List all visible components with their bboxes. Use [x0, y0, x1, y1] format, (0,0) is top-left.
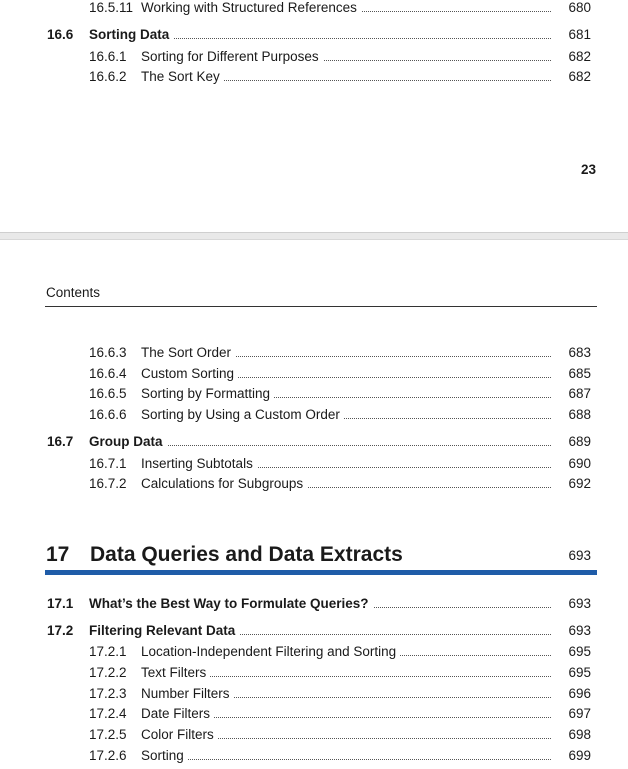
entry-page: 689	[568, 434, 591, 449]
entry-page: 690	[568, 456, 591, 471]
entry-page: 683	[568, 345, 591, 360]
toc-entry[interactable]	[0, 405, 628, 425]
section-title: Filtering Relevant Data	[89, 621, 239, 641]
entry-number: 17.2.2	[89, 665, 127, 680]
entry-title: Custom Sorting	[141, 364, 238, 384]
entry-title: The Sort Key	[141, 67, 224, 87]
entry-page: 693	[568, 596, 591, 611]
chapter-rule	[45, 570, 597, 575]
entry-title: Date Filters	[141, 704, 214, 724]
entry-number: 16.6.2	[89, 69, 127, 84]
entry-number: 16.6.5	[89, 386, 127, 401]
toc-entry[interactable]	[0, 474, 628, 494]
entry-title: Sorting for Different Purposes	[141, 47, 323, 67]
running-header: Contents	[46, 285, 101, 300]
entry-page: 681	[568, 27, 591, 42]
section-number: 16.6	[47, 27, 74, 42]
entry-number: 16.6.4	[89, 366, 127, 381]
entry-page: 680	[568, 0, 591, 15]
entry-page: 697	[568, 706, 591, 721]
entry-number: 17.2.3	[89, 686, 127, 701]
entry-number: 17.2.1	[89, 644, 127, 659]
entry-title: Sorting by Formatting	[141, 384, 274, 404]
entry-page: 687	[568, 386, 591, 401]
page-top	[0, 0, 628, 232]
entry-title: Working with Structured References	[141, 0, 361, 18]
header-rule	[45, 306, 597, 307]
toc-entry[interactable]	[0, 67, 628, 87]
entry-number: 16.7.1	[89, 456, 127, 471]
chapter-number: 17	[46, 543, 70, 566]
entry-page: 695	[568, 665, 591, 680]
section-title: What’s the Best Way to Formulate Queries?	[89, 594, 373, 614]
entry-title: Location-Independent Filtering and Sorting	[141, 642, 400, 662]
entry-number: 17.2.6	[89, 748, 127, 763]
entry-page: 695	[568, 644, 591, 659]
section-title: Group Data	[89, 432, 167, 452]
page-separator	[0, 232, 628, 240]
entry-title: Text Filters	[141, 663, 210, 683]
entry-title: Calculations for Subgroups	[141, 474, 307, 494]
toc-section[interactable]	[0, 594, 628, 614]
entry-number: 16.6.1	[89, 49, 127, 64]
section-number: 17.1	[47, 596, 74, 611]
toc-entry[interactable]	[0, 0, 628, 18]
entry-number: 17.2.4	[89, 706, 127, 721]
entry-page: 693	[568, 623, 591, 638]
section-title: Sorting Data	[89, 25, 173, 45]
entry-page: 688	[568, 407, 591, 422]
entry-title: Sorting	[141, 746, 188, 766]
entry-page: 698	[568, 727, 591, 742]
entry-title: Number Filters	[141, 684, 234, 704]
page-bottom	[0, 240, 628, 769]
chapter-page: 693	[568, 548, 591, 563]
entry-page: 696	[568, 686, 591, 701]
entry-number: 16.5.11	[89, 0, 134, 15]
entry-number: 17.2.5	[89, 727, 127, 742]
entry-number: 16.6.6	[89, 407, 127, 422]
chapter-title: Data Queries and Data Extracts	[90, 543, 403, 566]
entry-page: 685	[568, 366, 591, 381]
entry-number: 16.7.2	[89, 476, 127, 491]
entry-page: 692	[568, 476, 591, 491]
entry-title: Color Filters	[141, 725, 218, 745]
toc-entry[interactable]	[0, 746, 628, 766]
entry-title: The Sort Order	[141, 343, 235, 363]
section-number: 16.7	[47, 434, 74, 449]
entry-title: Inserting Subtotals	[141, 454, 257, 474]
entry-page: 682	[568, 49, 591, 64]
entry-number: 16.6.3	[89, 345, 127, 360]
section-number: 17.2	[47, 623, 74, 638]
entry-page: 682	[568, 69, 591, 84]
entry-page: 699	[568, 748, 591, 763]
page-number: 23	[580, 162, 596, 177]
entry-title: Sorting by Using a Custom Order	[141, 405, 344, 425]
